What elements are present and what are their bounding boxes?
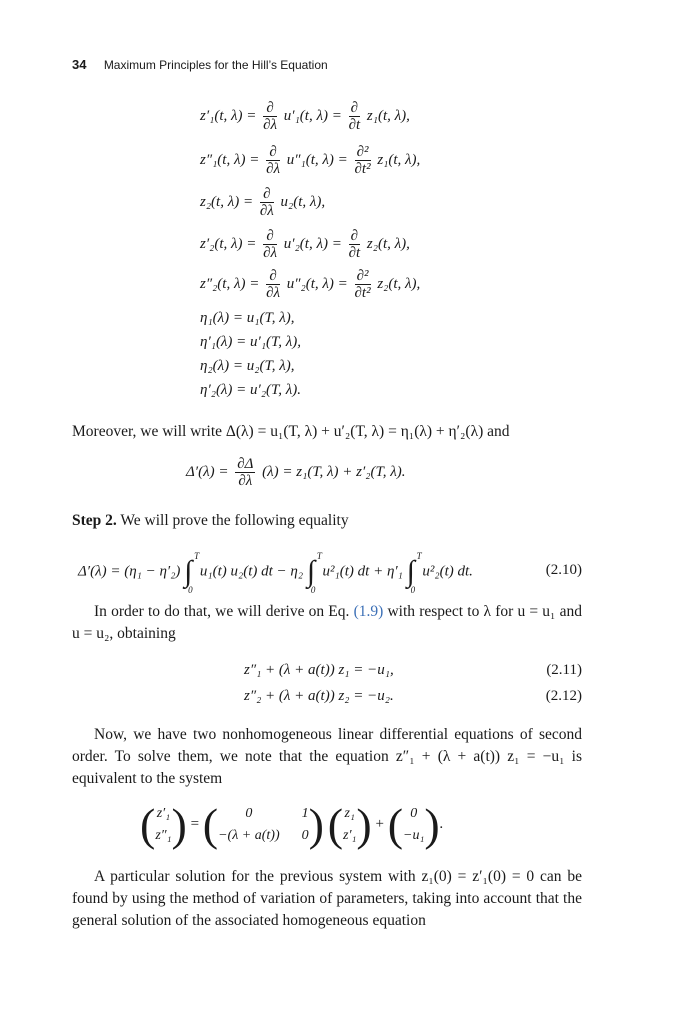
- definition-row: z″₂(t, λ) = $\frac{\partial}{\partial\lambda}$ u″₂(t, λ) = $\frac{\text{∂²}}{\text{∂t²}}$ z₂(t, λ),: [200, 268, 421, 301]
- definition-row: z′₁(t, λ) = $\frac{\partial}{\partial\lambda}$ u′₁(t, λ) = $\frac{\partial}{\partial t}$ z₁(t, λ),: [200, 100, 410, 133]
- running-header: [72, 57, 328, 72]
- equation-2-12: z″₂ + (λ + a(t)) z₂ = −u₂.: [244, 688, 394, 704]
- paragraph: Now, we have two nonhomogeneous linear differential equations of second order. To solve them, we note that the equation z″₁ + (λ + a(t)) z₁ = −u₁ is equivalent to the system: [72, 726, 582, 787]
- paragraph: Moreover, we will write Δ(λ) = u₁(T, λ) + u′₂(T, λ) = η₁(λ) + η′₂(λ) and: [72, 423, 510, 440]
- delta-prime-equation: Δ′(λ) = $\frac{\partial\Delta}{\partial\lambda}$ (λ) = z₁(T, λ) + z′₂(T, λ).: [186, 456, 406, 489]
- running-title: Maximum Principles for the Hill’s Equation: [103, 58, 328, 72]
- definition-row: η₂(λ) = u₂(T, λ),: [200, 358, 295, 374]
- equation-2-11: z″₁ + (λ + a(t)) z₁ = −u₁,: [244, 662, 394, 678]
- definition-row: η′₂(λ) = u′₂(T, λ).: [200, 382, 302, 398]
- matrix-system: (z′₁ z″₁) = ( 0 1 −(λ + a(t)) 0 ) ( z₁ z′₁) + ( 0 −u₁).: [140, 799, 444, 850]
- definition-row: η₁(λ) = u₁(T, λ),: [200, 310, 295, 326]
- step-label: Step 2.: [72, 512, 117, 529]
- equation-reference-link[interactable]: (1.9): [353, 603, 384, 620]
- equation-number: (2.11): [546, 662, 582, 678]
- step-2-paragraph: Step 2. We will prove the following equality: [72, 512, 349, 529]
- equation-number: (2.10): [545, 562, 582, 578]
- equation-2-10: Δ′(λ) = (η₁ − η′₂) ∫ T 0 u₁(t) u₂(t) dt − η₂ ∫ T 0 u²₁(t) dt + η′₁ ∫ T 0 u²₂(t) dt.: [78, 551, 473, 595]
- page-number: 34: [72, 57, 87, 72]
- definition-row: z″₁(t, λ) = $\frac{\partial}{\partial\lambda}$ u″₁(t, λ) = $\frac{\text{∂²}}{\text{∂t²}}$ z₁(t, λ),: [200, 144, 421, 177]
- definition-row: z₂(t, λ) = $\frac{\partial}{\partial\lambda}$ u₂(t, λ),: [200, 186, 326, 219]
- definition-row: z′₂(t, λ) = $\frac{\partial}{\partial\lambda}$ u′₂(t, λ) = $\frac{\partial}{\partial t}$ z₂(t, λ),: [200, 228, 410, 261]
- equation-number: (2.12): [545, 688, 582, 704]
- paragraph: A particular solution for the previous system with z₁(0) = z′₁(0) = 0 can be found by using the method of variation of parameters, taking into account that the general solution of the associated homogeneous equation: [72, 868, 582, 929]
- paragraph: In order to do that, we will derive on Eq. (1.9) with respect to λ for u = u₁ and u = u₂, obtaining: [72, 603, 583, 642]
- definition-row: η′₁(λ) = u′₁(T, λ),: [200, 334, 302, 350]
